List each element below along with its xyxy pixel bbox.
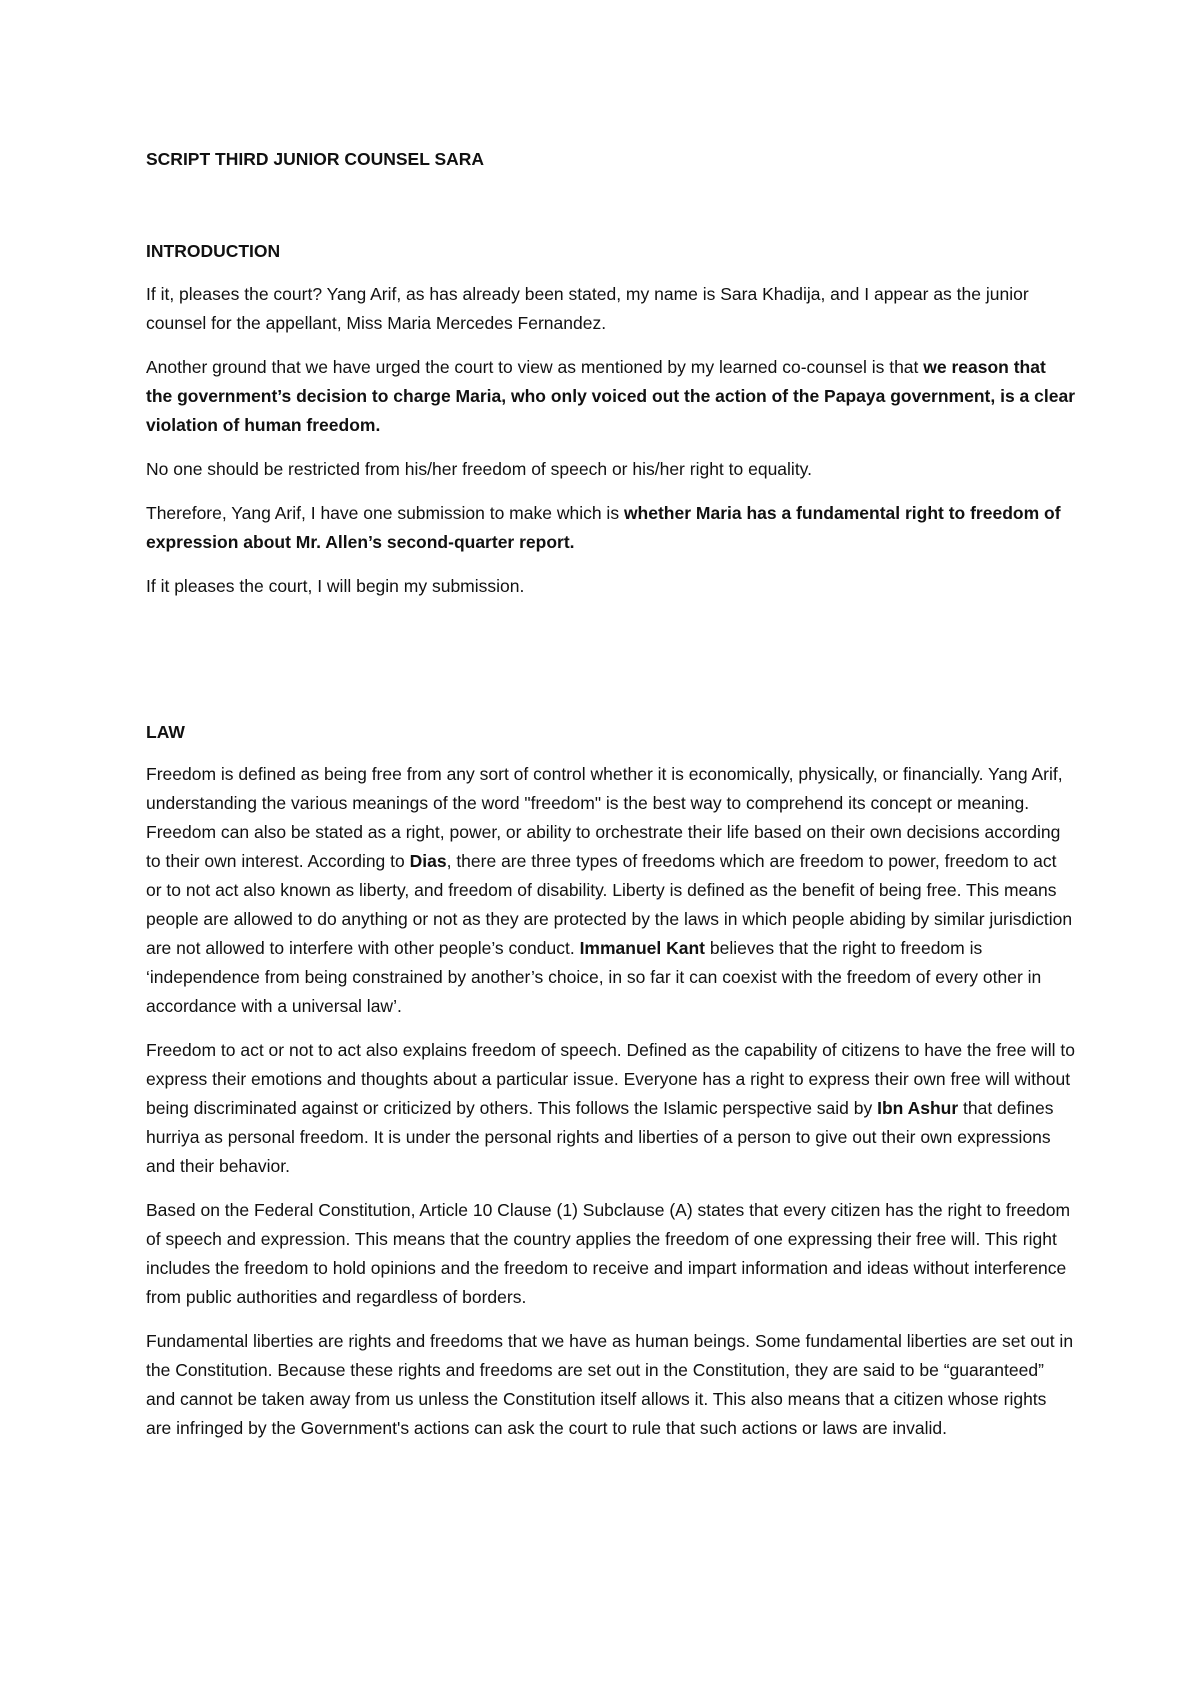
law-paragraph-1-text-c: believes that the right to freedom is ‘independence from being constrained by another’s choice, in so far it can coexist with the freedom of every other in accordance with a universal law’. (146, 938, 1042, 1016)
law-paragraph-2-text-b: that defines hurriya as personal freedom. It is under the personal rights and liberties of a person to give out their own expressions and their behavior. (146, 1098, 1054, 1176)
intro-paragraph-3: No one should be restricted from his/her freedom of speech or his/her right to equality. (146, 459, 812, 479)
intro-paragraph-4-text: Therefore, Yang Arif, I have one submission to make which is (146, 503, 624, 523)
intro-paragraph-4-emphasis: whether Maria has a fundamental right to freedom of expression about Mr. Allen’s second-quarter report. (146, 503, 1061, 552)
intro-paragraph-1: If it, pleases the court? Yang Arif, as has already been stated, my name is Sara Khadija, and I appear as the junior counsel for the appellant, Miss Maria Mercedes Fernandez. (146, 284, 1029, 333)
law-paragraph-1 (146, 760, 1076, 1021)
law-paragraph-1-text-b: , there are three types of freedoms which are freedom to power, freedom to act or to not act also known as liberty, and freedom of disability. Liberty is defined as the benefit of being free. This means people are allowed to do anything or not as they are protected by the laws in which people abiding by similar jurisdiction are not allowed to interfere with other people’s conduct. (146, 851, 1073, 958)
law-paragraph-2-name-ibn-ashur: Ibn Ashur (877, 1098, 959, 1118)
law-section (146, 760, 1076, 1458)
law-paragraph-2-text-a: Freedom to act or not to act also explains freedom of speech. Defined as the capability of citizens to have the free will to express their emotions and thoughts about a particular issue. Everyone has a right to express their own free will without being discriminated against or criticized by others. This follows the Islamic perspective said by (146, 1040, 1075, 1118)
intro-paragraph-5: If it pleases the court, I will begin my submission. (146, 576, 525, 596)
law-paragraph-1-name-dias: Dias (409, 851, 447, 871)
document-title: SCRIPT THIRD JUNIOR COUNSEL SARA (146, 149, 485, 169)
law-paragraph-3: Based on the Federal Constitution, Article 10 Clause (1) Subclause (A) states that every citizen has the right to freedom of speech and expression. This means that the country applies the freedom of one expressing their free will. This right includes the freedom to hold opinions and the freedom to receive and impart information and ideas without interference from public authorities and regardless of borders. (146, 1200, 1071, 1307)
intro-paragraph-4 (146, 499, 1076, 557)
law-paragraph-2 (146, 1036, 1076, 1181)
intro-paragraph-2-emphasis: we reason that the government’s decision to charge Maria, who only voiced out the action of the Papaya government, is a clear violation of human freedom. (146, 357, 1076, 435)
law-paragraph-4: Fundamental liberties are rights and freedoms that we have as human beings. Some fundamental liberties are set out in the Constitution. Because these rights and freedoms are set out in the Constitution, they are said to be “guaranteed” and cannot be taken away from us unless the Constitution itself allows it. This also means that a citizen whose rights are infringed by the Government's actions can ask the court to rule that such actions or laws are invalid. (146, 1331, 1074, 1438)
law-paragraph-1-text-a: Freedom is defined as being free from any sort of control whether it is economically, physically, or financially. Yang Arif, understanding the various meanings of the word "freedom" is the best way to comprehend its concept or meaning. Freedom can also be stated as a right, power, or ability to orchestrate their life based on their own decisions according to their own interest. According to (146, 764, 1063, 871)
intro-paragraph-2 (146, 353, 1076, 440)
law-paragraph-1-name-kant: Immanuel Kant (579, 938, 706, 958)
introduction-heading: INTRODUCTION (146, 241, 281, 261)
law-heading: LAW (146, 722, 185, 742)
intro-paragraph-2-text: Another ground that we have urged the court to view as mentioned by my learned co-counsel is that (146, 357, 924, 377)
introduction-section (146, 280, 1076, 616)
